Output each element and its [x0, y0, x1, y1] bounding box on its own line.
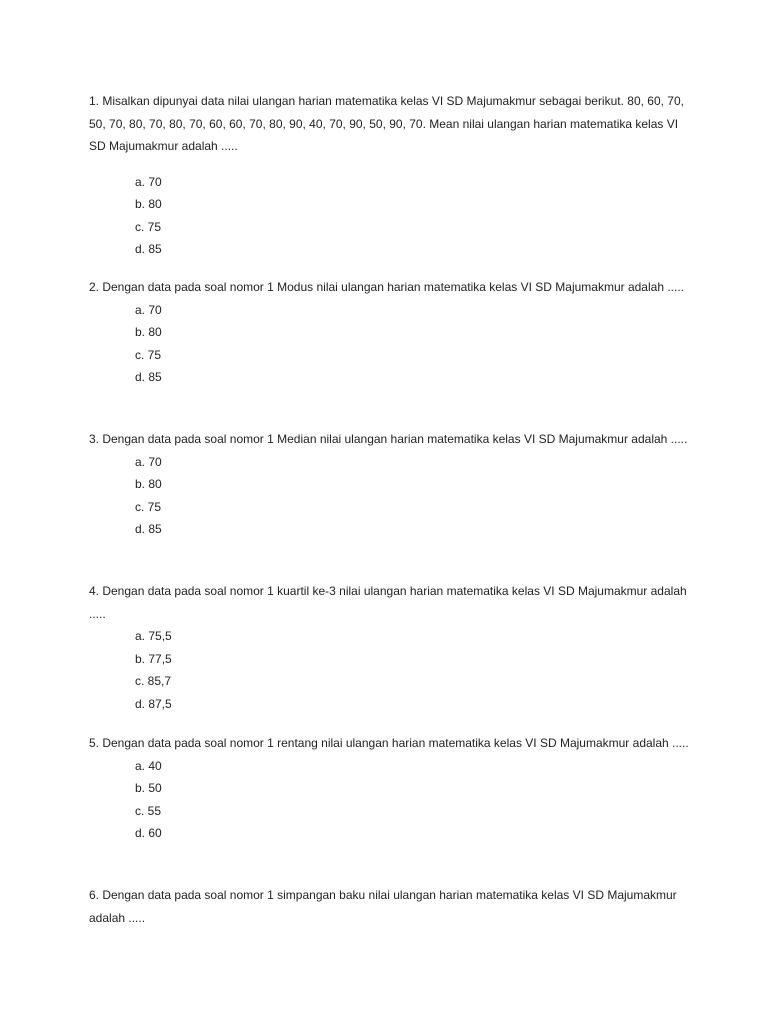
- option-d: d. 85: [135, 370, 162, 384]
- option-a: a. 70: [135, 454, 162, 469]
- answer-options: [89, 755, 689, 845]
- option-c: c. 75: [135, 219, 162, 234]
- question-text: 1. Misalkan dipunyai data nilai ulangan harian matematika kelas VI SD Majumakmur sebagai berikut. 80, 60, 70, 50, 70, 80, 70, 80, 70, 60, 60, 70, 80, 90, 40, 70, 90, 50, 90, 70. Mean nilai ulangan harian matematika kelas VI SD Majumakmur adalah .....: [89, 94, 684, 153]
- option-a: a. 70: [135, 174, 162, 189]
- question-text: 4. Dengan data pada soal nomor 1 kuartil ke-3 nilai ulangan harian matematika kelas VI SD Majumakmur adalah .....: [89, 584, 687, 621]
- option-c: c. 75: [135, 347, 162, 362]
- question-text: 6. Dengan data pada soal nomor 1 simpangan baku nilai ulangan harian matematika kelas VI SD Majumakmur adalah .....: [89, 888, 677, 925]
- answer-options: [89, 171, 689, 261]
- option-d: d. 87,5: [135, 696, 172, 711]
- option-a: a. 75,5: [135, 629, 172, 643]
- answer-options: [89, 451, 689, 541]
- question-1: [89, 90, 689, 261]
- option-b: b. 80: [135, 325, 162, 339]
- option-a: a. 40: [135, 758, 162, 773]
- question-text: 2. Dengan data pada soal nomor 1 Modus nilai ulangan harian matematika kelas VI SD Majumakmur adalah .....: [89, 280, 684, 294]
- option-d: d. 85: [135, 242, 162, 256]
- option-d: d. 85: [135, 522, 162, 536]
- option-d: d. 60: [135, 826, 162, 840]
- question-3: [89, 428, 689, 541]
- answer-options: [89, 625, 689, 715]
- question-text: 3. Dengan data pada soal nomor 1 Median nilai ulangan harian matematika kelas VI SD Majumakmur adalah .....: [89, 432, 688, 446]
- question-5: [89, 732, 689, 845]
- question-text: 5. Dengan data pada soal nomor 1 rentang nilai ulangan harian matematika kelas VI SD Majumakmur adalah .....: [89, 736, 689, 750]
- option-b: b. 80: [135, 477, 162, 491]
- option-b: b. 50: [135, 781, 162, 795]
- option-c: c. 55: [135, 803, 162, 818]
- option-a: a. 70: [135, 302, 162, 317]
- question-2: [89, 276, 689, 389]
- question-6: [89, 884, 689, 929]
- option-c: c. 75: [135, 499, 162, 514]
- option-b: b. 77,5: [135, 651, 172, 666]
- question-4: [89, 580, 689, 715]
- answer-options: [89, 299, 689, 389]
- option-c: c. 85,7: [135, 674, 172, 688]
- option-b: b. 80: [135, 197, 162, 211]
